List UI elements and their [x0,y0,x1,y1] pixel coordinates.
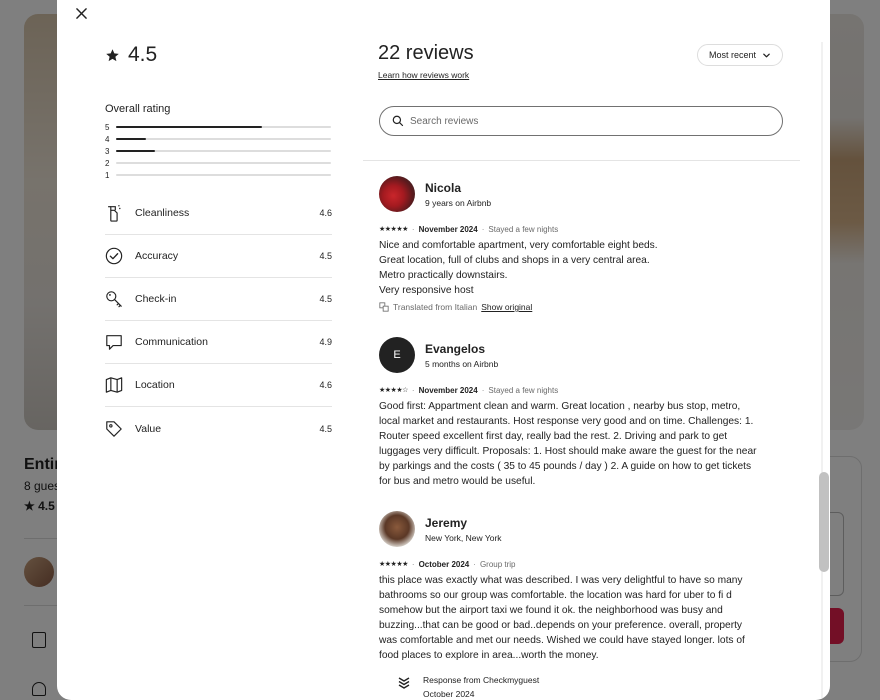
search-icon [392,115,404,127]
review-text-line: Great location, full of clubs and shops in a very central area. [379,255,650,266]
reviewer-location: New York, New York [425,532,502,543]
review-stay-type: Stayed a few nights [488,224,559,234]
review-text-line: this place was exactly what was described. I was very delightful to have so many [379,575,743,586]
rating-bar-fill [116,126,262,128]
category-name: Cleanliness [135,207,190,219]
review-header [379,337,791,373]
star-count-label: 3 [105,146,110,156]
category-row-location [105,364,332,407]
category-name: Value [135,422,162,435]
review-item [379,511,791,699]
rating-bar-fill [116,150,155,152]
review-meta [379,558,791,570]
category-score: 4.9 [319,337,332,347]
host-response [379,675,791,699]
sort-label: Most recent [708,50,757,60]
rating-distribution-row [105,145,332,157]
review-text-line: food places to explore in area...worth the money. [379,650,599,661]
review-item [379,176,791,312]
review-date: November 2024 [418,385,478,395]
review-date: October 2024 [418,559,470,569]
category-score: 4.6 [319,380,332,390]
reviewer-name: Nicola [425,180,462,195]
category-score: 4.5 [319,294,332,304]
star-count-label: 1 [105,170,110,180]
ratings-summary [105,40,332,450]
review-stay-type: Group trip [479,559,516,569]
reviews-modal [57,0,830,700]
category-row-accuracy [105,235,332,278]
response-title: Response from Checkmyguest [423,675,540,685]
separator-dot: · [481,224,485,234]
tag-icon [105,418,135,440]
sort-dropdown[interactable] [697,44,783,66]
reviewer-tenure: 5 months on Airbnb [425,358,499,369]
rating-distribution-row [105,157,332,169]
divider [363,160,800,161]
review-stars: ★★★★★ [379,561,408,568]
category-name: Check-in [135,293,177,305]
review-stay-type: Stayed a few nights [488,385,559,395]
review-text-line: bathrooms so our group was comfortable. the location was hard for uber to fi d [379,590,732,601]
category-row-check-in [105,278,332,321]
reviewer-avatar[interactable]: E [379,337,415,373]
spray-bottle-icon [105,202,135,224]
category-ratings [105,192,332,450]
overall-score [105,40,332,70]
chevron-down-icon [762,51,771,60]
star-count-label: 2 [105,158,110,168]
search-reviews-field[interactable] [379,106,783,136]
review-text-line: Good first: Appartment clean and warm. Great location , nearby bus stop, metro, [379,401,741,412]
scrollbar-thumb[interactable] [819,472,829,572]
rating-bar-track [116,126,331,128]
review-stars: ★★★★★ [379,226,408,233]
category-score: 4.6 [319,208,332,218]
map-icon [105,374,135,396]
close-icon [76,8,87,19]
category-row-value [105,407,332,450]
review-text-line: Nice and comfortable apartment, very comfortable eight beds. [379,240,658,251]
star-count-label: 4 [105,134,110,144]
review-text-line: for bus and metro would be useful. [379,476,536,487]
overall-score-value: 4.5 [128,43,158,66]
review-stars: ★★★★☆ [379,387,408,394]
separator-dot: · [411,385,415,395]
review-text-line: by parkings and the costs ( 35 to 45 pounds / day ) 2. A guide on how to get tickets [379,461,752,472]
response-date: October 2024 [423,689,475,699]
rating-distribution-row [105,121,332,133]
search-reviews-input[interactable] [410,116,750,127]
rating-bar-track [116,138,331,140]
review-date: November 2024 [418,224,478,234]
rating-bar-track [116,162,331,164]
rating-bar-fill [116,138,146,140]
rating-bar-track [116,174,331,176]
category-name: Communication [135,336,208,348]
review-text [379,399,791,489]
rating-distribution [105,121,332,181]
category-score: 4.5 [319,251,332,261]
learn-how-reviews-work-link[interactable]: Learn how reviews work [378,70,470,80]
review-meta [379,223,791,235]
separator-dot: · [473,559,476,569]
review-text-line: was comfortable and met our needs. Wished we could have stayed longer. lots of [379,635,745,646]
review-text [379,573,791,663]
overall-rating-label: Overall rating [105,103,171,115]
reviewer-name: Evangelos [425,341,486,356]
review-text-line: luggages very difficult. Proposals: 1. Host should make aware the guest for the near [379,446,757,457]
host-logo-icon [397,675,411,689]
separator-dot: · [411,224,415,234]
reviews-title: 22 reviews [378,42,474,64]
reviews-panel [363,0,823,700]
reviewer-name: Jeremy [425,515,468,530]
review-text-line: buzzing...that can be good or bad..depends on your preference. overall, property [379,620,743,631]
review-header [379,176,791,212]
rating-bar-track [116,150,331,152]
review-text-line: local market and restaurants. Host response very good and on time. Challenges: 1. [379,416,754,427]
translate-icon [379,302,389,312]
review-text-line: Very responsive host [379,285,474,296]
reviewer-tenure: 9 years on Airbnb [425,197,492,208]
close-button[interactable] [71,3,91,23]
rating-distribution-row [105,133,332,145]
category-name: Location [135,379,175,391]
rating-distribution-row [105,169,332,181]
translation-note [379,302,791,312]
category-score: 4.5 [319,423,332,434]
category-row-communication [105,321,332,364]
scrollbar-track [821,42,823,700]
review-text-line: Router speed excellent first day, really bad the rest. 2. Driving and park to get [379,431,728,442]
review-text [379,238,791,298]
review-header [379,511,791,547]
review-text-line: Metro practically downstairs. [379,270,508,281]
category-name: Accuracy [135,250,179,262]
show-original-link[interactable]: Show original [481,302,533,312]
separator-dot: · [481,385,485,395]
category-row-cleanliness [105,192,332,235]
review-text-line: somehow but the airport taxi we found it ok. the neighborhood was busy and [379,605,723,616]
check-circle-icon [105,245,135,267]
reviewer-avatar[interactable] [379,176,415,212]
star-count-label: 5 [105,122,110,132]
reviewer-avatar[interactable] [379,511,415,547]
review-item [379,337,791,489]
message-icon [105,331,135,353]
translated-label: Translated from Italian [393,302,478,312]
key-icon [105,288,135,310]
separator-dot: · [411,559,415,569]
star-icon [105,48,120,63]
review-meta [379,384,791,396]
